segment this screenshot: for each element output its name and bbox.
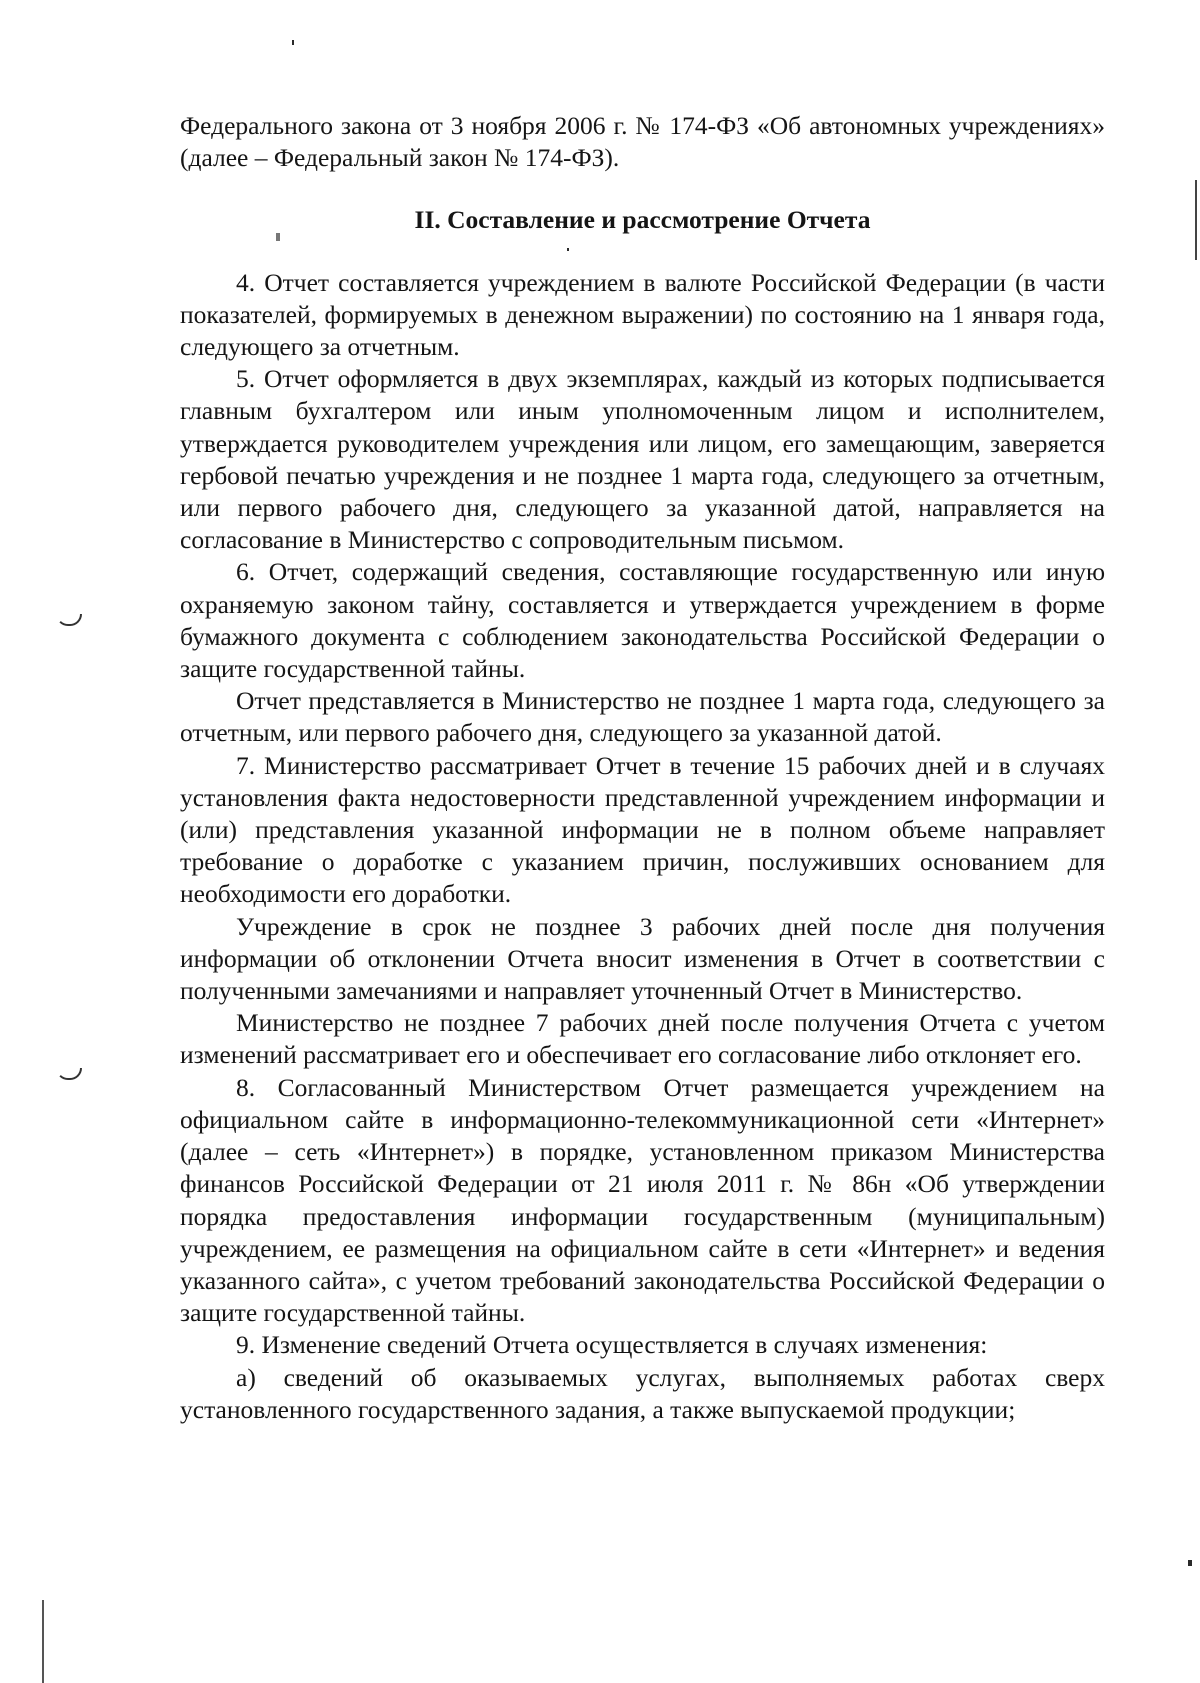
paragraph-4: 4. Отчет составляется учреждением в валюте Российской Федерации (в части показателей, формируемых в денежном выражении) по состоянию на 1 января года, следующего за отчетным. — [180, 267, 1105, 362]
paragraph-8: 8. Согласованный Министерством Отчет размещается учреждением на официальном сайте в информационно-телекоммуникационной сети «Интернет» (далее – сеть «Интернет») в порядке, установленном приказом Министерства финансов Российской Федерации от 21 июля 2011 г. № 86н «Об утверждении порядка предоставления информации государственным (муниципальным) учреждением, ее размещения на официальном сайте в сети «Интернет» и ведения указанного сайта», с учетом требований законодательства Российской Федерации о защите государственной тайны. — [180, 1072, 1105, 1328]
paragraph-9: 9. Изменение сведений Отчета осуществляется в случаях изменения: — [236, 1330, 988, 1360]
scan-edge-line — [42, 1600, 44, 1683]
scan-speck — [292, 40, 294, 45]
paragraph-9a: а) сведений об оказываемых услугах, выполняемых работах сверх установленного государственного задания, а также выпускаемой продукции; — [180, 1362, 1105, 1424]
scan-speck — [276, 233, 280, 241]
paragraph-5: 5. Отчет оформляется в двух экземплярах, каждый из которых подписывается главным бухгалтером или иным уполномоченным лицом и исполнителем, утверждается руководителем учреждения или лицом, его замещающим, заверяется гербовой печатью учреждения и не позднее 1 марта года, следующего за отчетным, или первого рабочего дня, следующего за указанной датой, направляется на согласование в Министерство с сопроводительным письмом. — [180, 364, 1105, 555]
scan-speck — [1188, 1560, 1192, 1566]
section-heading: II. Составление и рассмотрение Отчета — [414, 205, 871, 235]
scan-edge-line — [1195, 180, 1197, 260]
scan-speck — [567, 248, 569, 251]
paragraph-7: 7. Министерство рассматривает Отчет в течение 15 рабочих дней и в случаях установления факта недостоверности представленной учреждением информации и (или) представления указанной информации не в полном объеме направляет требование о доработке с указанием причин, послуживших основанием для необходимости его доработки. — [180, 750, 1105, 909]
paragraph-6-continued: Отчет представляется в Министерство не позднее 1 марта года, следующего за отчетным, или первого рабочего дня, следующего за указанной датой. — [180, 686, 1105, 748]
intro-paragraph: Федерального закона от 3 ноября 2006 г. № 174-ФЗ «Об автономных учреждениях» (далее – Федеральный закон № 174-ФЗ). — [180, 111, 1105, 173]
paragraph-7-third: Министерство не позднее 7 рабочих дней после получения Отчета с учетом изменений рассматривает его и обеспечивает его согласование либо отклоняет его. — [180, 1008, 1105, 1070]
paragraph-6: 6. Отчет, содержащий сведения, составляющие государственную или иную охраняемую законом тайну, составляется и утверждается учреждением в форме бумажного документа с соблюдением законодательства Российской Федерации о защите государственной тайны. — [180, 557, 1105, 684]
scan-binding-mark — [56, 614, 82, 626]
document-page — [180, 110, 1105, 1426]
scan-binding-mark — [56, 1068, 82, 1080]
paragraph-7-second: Учреждение в срок не позднее 3 рабочих дней после дня получения информации об отклонении Отчета вносит изменения в Отчет в соответствии с полученными замечаниями и направляет уточненный Отчет в Министерство. — [180, 911, 1105, 1006]
